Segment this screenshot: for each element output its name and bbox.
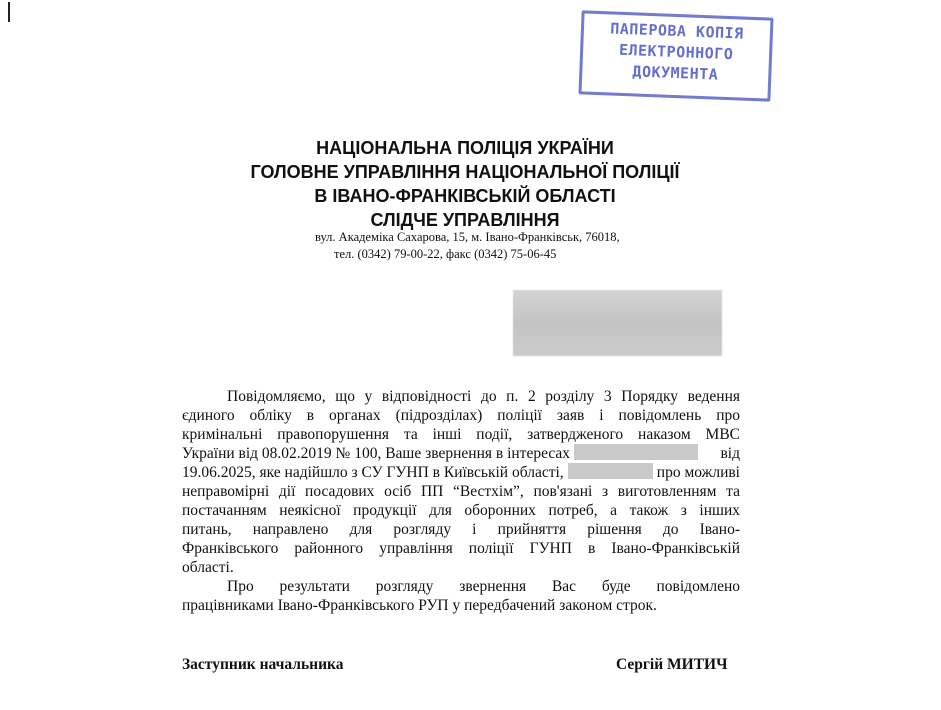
header-line-2: ГОЛОВНЕ УПРАВЛІННЯ НАЦІОНАЛЬНОЇ ПОЛІЦІЇ <box>250 162 680 182</box>
body-line: області. <box>182 559 234 576</box>
header-line-4: СЛІДЧЕ УПРАВЛІННЯ <box>370 210 560 230</box>
body-fragment: 19.06.2025, яке надійшло з СУ ГУНП в Київській області, <box>182 464 564 481</box>
body-line <box>182 444 740 463</box>
body-fragment: про можливі <box>656 464 740 481</box>
body-line: єдиного обліку в органах (підрозділах) поліції заяв і повідомлень про <box>182 407 740 424</box>
letterhead <box>180 136 750 232</box>
body-line: кримінальні правопорушення та інші події, затвердженого наказом МВС <box>182 426 740 443</box>
redacted-addressee <box>513 290 722 356</box>
redacted-name <box>574 444 698 460</box>
body-line: Повідомляємо, що у відповідності до п. 2 розділу 3 Порядку ведення <box>227 388 740 405</box>
redacted-reference <box>568 463 653 479</box>
stamp-line-2: ЕЛЕКТРОННОГО <box>618 40 734 64</box>
stamp-line-1: ПАПЕРОВА КОПІЯ <box>609 19 744 43</box>
header-address: вул. Академіка Сахарова, 15, м. Івано-Франківськ, 76018, <box>315 230 620 244</box>
stamp-line-3: ДОКУМЕНТА <box>632 62 719 84</box>
body-line <box>182 463 740 482</box>
header-line-3: В ІВАНО-ФРАНКІВСЬКІЙ ОБЛАСТІ <box>314 186 616 206</box>
header-line-1: НАЦІОНАЛЬНА ПОЛІЦІЯ УКРАЇНИ <box>316 138 614 158</box>
body-fragment: України від 08.02.2019 № 100, Ваше звернення в інтересах <box>182 445 571 462</box>
body-line: питань, направлено для розгляду і прийняття рішення до Івано- <box>182 521 740 538</box>
body-line: постачанням неякісної продукції для оборонних потреб, а також з інших <box>182 502 740 519</box>
signatory-name: Сергій МИТИЧ <box>616 656 728 673</box>
body-line: Франківського районного управління поліції ГУНП в Івано-Франківській <box>182 540 740 557</box>
letter-body <box>182 387 740 615</box>
paper-copy-stamp <box>578 10 773 101</box>
body-line: Про результати розгляду звернення Вас буде повідомлено <box>227 578 740 595</box>
body-line: працівниками Івано-Франківського РУП у передбачений законом строк. <box>182 597 657 614</box>
signatory-position: Заступник начальника <box>182 656 344 673</box>
header-phones: тел. (0342) 79-00-22, факс (0342) 75-06-45 <box>334 247 557 261</box>
body-line: неправомірні дії посадових осіб ПП “Вестхім”, пов'язані з виготовленням та <box>182 483 740 500</box>
body-fragment: від <box>720 445 740 462</box>
scan-mark <box>8 2 10 22</box>
